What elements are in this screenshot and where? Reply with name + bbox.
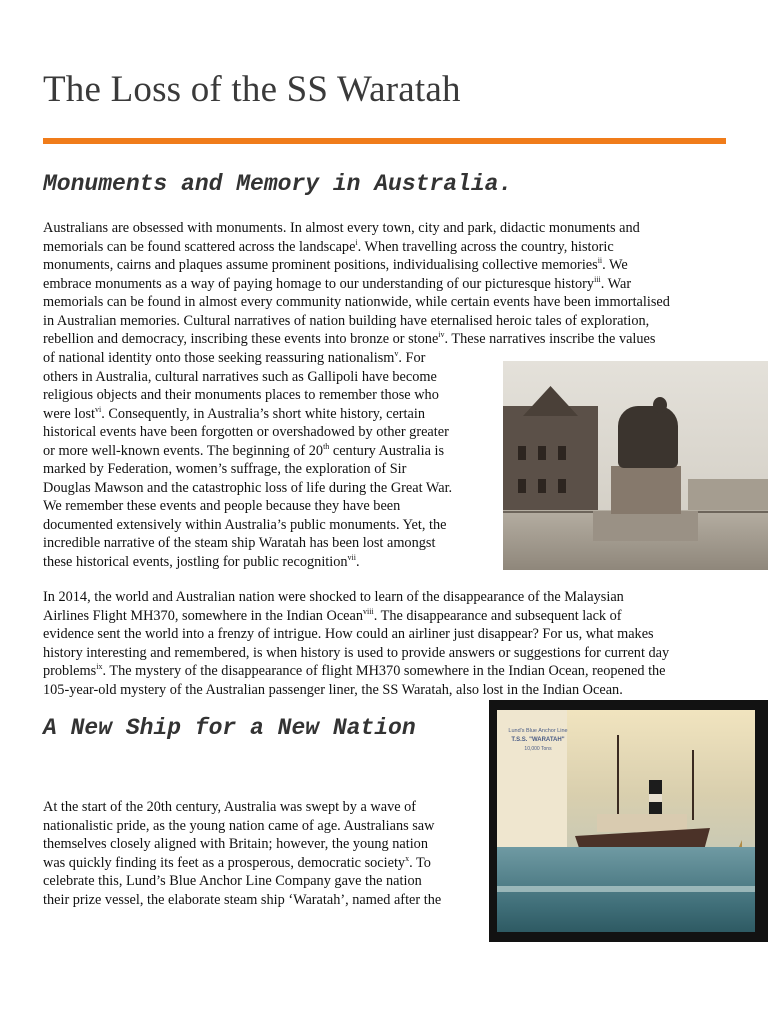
text-span: century Australia is — [329, 442, 445, 459]
footnote-marker: iv — [438, 330, 445, 340]
text-span: . For — [398, 350, 426, 366]
text-span: of national identity onto those seeking reassuring nationalism — [43, 350, 395, 366]
text-span: history interesting and remembered, is when history is used to provide answers or suggestions for current day — [43, 644, 670, 661]
postcard-caption: Lund's Blue Anchor Line T.S.S. "WARATAH" 10,000 Tons — [508, 728, 568, 752]
text-line — [43, 460, 495, 479]
text-span: We remember these events and people because they have been — [43, 498, 401, 514]
text-span: marked by Federation, women’s suffrage, the exploration of Sir — [43, 461, 407, 477]
text-span: themselves closely aligned with Britain; however, the young nation — [43, 836, 428, 852]
text-line — [43, 386, 495, 405]
text-line — [43, 423, 495, 442]
text-line — [43, 872, 468, 891]
section-heading-monuments: Monuments and Memory in Australia. — [43, 171, 513, 197]
text-line — [43, 798, 468, 817]
text-span: In 2014, the world and Australian nation were shocked to learn of the disappearance of the Malaysian — [43, 589, 624, 605]
text-span: religious objects and their monuments places to remember those who — [43, 387, 439, 403]
text-span: embrace monuments as a way of paying homage to our understanding of our picturesque history — [43, 275, 595, 292]
text-line — [43, 607, 733, 626]
footnote-marker: i — [355, 237, 358, 247]
text-span: 105-year-old mystery of the Australian passenger liner, the SS Waratah, also lost in the Indian Ocean. — [43, 681, 623, 698]
text-line — [43, 681, 733, 700]
text-span: or more well-known events. The beginning of 20 — [43, 442, 324, 459]
footnote-marker: ii — [597, 256, 603, 266]
text-span: memorials can be found in almost every community nationwide, while certain events have been immortalised — [43, 294, 670, 310]
footnote-marker: iii — [594, 274, 601, 284]
text-line — [43, 368, 495, 387]
text-span: was quickly finding its feet as a prosperous, democratic society — [43, 854, 406, 871]
paragraph-mh370 — [43, 588, 733, 699]
text-line — [43, 534, 495, 553]
text-line — [43, 516, 495, 535]
text-line — [43, 891, 468, 910]
text-line — [43, 275, 733, 294]
text-span: . The mystery of the disappearance of flight MH370 somewhere in the Indian Ocean, reopened the — [102, 663, 666, 679]
waratah-postcard-image — [489, 700, 768, 942]
footnote-marker: th — [323, 441, 330, 451]
text-line — [43, 479, 495, 498]
text-line — [43, 835, 468, 854]
text-line — [43, 588, 733, 607]
text-line — [43, 238, 733, 257]
text-span: celebrate this, Lund’s Blue Anchor Line Company gave the nation — [43, 873, 422, 889]
text-line — [43, 349, 495, 368]
text-span: . The disappearance and subsequent lack of — [373, 607, 622, 624]
text-line — [43, 293, 733, 312]
text-span: were lost — [43, 405, 96, 422]
text-span: incredible narrative of the steam ship Waratah has been lost amongst — [43, 535, 436, 551]
text-span: memorials can be found scattered across the landscape — [43, 238, 356, 255]
footnote-marker: vi — [95, 404, 102, 414]
text-line — [43, 497, 495, 516]
text-span: . When travelling across the country, historic — [357, 238, 614, 255]
page-title: The Loss of the SS Waratah — [43, 69, 461, 110]
footnote-marker: v — [394, 349, 399, 359]
text-line — [43, 312, 733, 331]
text-line — [43, 330, 733, 349]
footnote-marker: ix — [96, 662, 103, 672]
footnote-marker: x — [405, 853, 410, 863]
text-span: evidence sent the world into a frenzy of intrigue. How could an airliner just disappear? For us, what makes — [43, 626, 654, 642]
text-span: others in Australia, cultural narratives such as Gallipoli have become — [43, 368, 437, 385]
text-span: these historical events, jostling for public recognition — [43, 553, 348, 570]
text-line — [43, 553, 495, 572]
text-span: At the start of the 20th century, Australia was swept by a wave of — [43, 799, 417, 815]
text-span: Australians are obsessed with monuments. In almost every town, city and park, didactic monuments and — [43, 220, 640, 236]
text-line — [43, 644, 733, 663]
text-span: . To — [409, 854, 431, 871]
text-span: nationalistic pride, as the young nation came of age. Australians saw — [43, 817, 435, 834]
orange-divider — [43, 138, 726, 144]
text-line — [43, 256, 733, 275]
text-span: . We — [602, 257, 628, 273]
statue-photograph — [503, 361, 768, 570]
paragraph-monuments-intro — [43, 219, 733, 349]
paragraph-national-identity — [43, 349, 495, 571]
paragraph-new-ship — [43, 798, 468, 909]
text-line — [43, 219, 733, 238]
text-line — [43, 662, 733, 681]
text-line — [43, 442, 495, 461]
footnote-marker: vii — [347, 552, 356, 562]
text-line — [43, 817, 468, 836]
text-span: rebellion and democracy, inscribing these events into bronze or stone — [43, 331, 439, 347]
text-span: problems — [43, 663, 97, 679]
text-span: their prize vessel, the elaborate steam ship ‘Waratah’, named after the — [43, 891, 442, 908]
footnote-marker: viii — [363, 606, 374, 616]
text-span: in Australian memories. Cultural narratives of nation building have eternalised heroic tales of exploration, — [43, 312, 650, 329]
text-span: . — [356, 553, 360, 570]
text-span: . War — [600, 275, 632, 292]
section-heading-new-ship: A New Ship for a New Nation — [43, 715, 416, 741]
text-span: historical events have been forgotten or overshadowed by other greater — [43, 424, 449, 440]
text-line — [43, 405, 495, 424]
text-span: . Consequently, in Australia’s short white history, certain — [101, 405, 425, 422]
text-line — [43, 625, 733, 644]
text-span: Airlines Flight MH370, somewhere in the Indian Ocean — [43, 607, 364, 624]
text-span: documented extensively within Australia’s public monuments. Yet, the — [43, 516, 447, 533]
text-line — [43, 854, 468, 873]
text-span: . These narratives inscribe the values — [444, 331, 656, 347]
text-span: monuments, cairns and plaques assume prominent positions, individualising collective memories — [43, 257, 598, 273]
text-span: Douglas Mawson and the catastrophic loss of life during the Great War. — [43, 479, 453, 496]
